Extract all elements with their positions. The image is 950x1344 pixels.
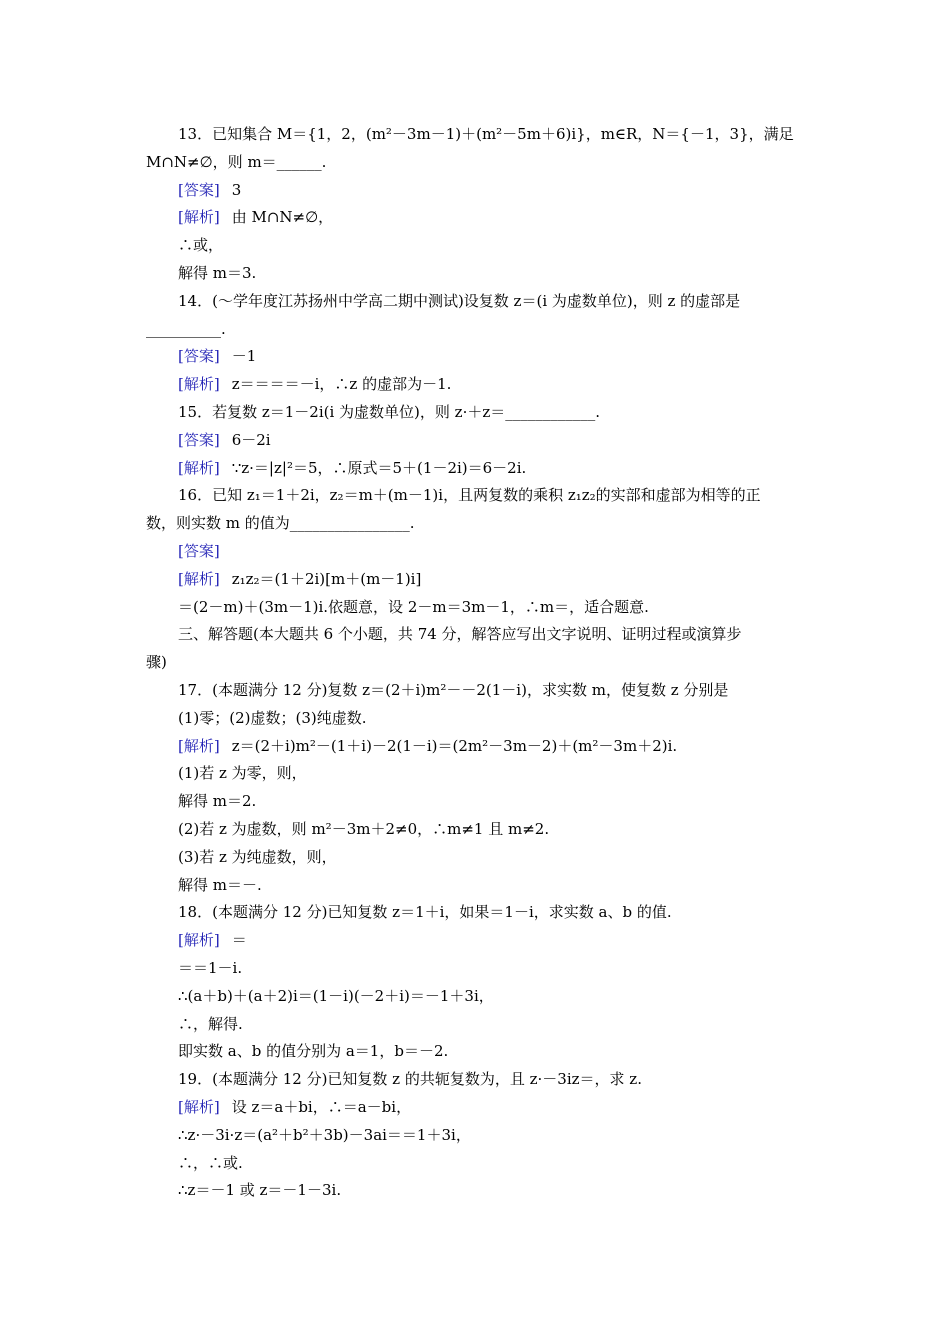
text-line [178, 402, 600, 422]
labeled-line [178, 541, 232, 561]
text-line [178, 235, 223, 255]
line-body: 数，则实数 m 的值为________________. [146, 514, 415, 532]
text-line [178, 680, 728, 700]
line-body: 13．已知集合 M＝{1，2，(m²－3m－1)＋(m²－5m＋6)i}，m∈R，N＝{－1，3}，满足 [178, 125, 794, 143]
labeled-line [178, 736, 677, 756]
analysis-label: [解析] [178, 570, 220, 588]
line-body: 三、解答题(本大题共 6 个小题，共 74 分，解答应写出文字说明、证明过程或演算步 [178, 625, 742, 643]
line-body: ＝ [231, 931, 247, 949]
text-line [146, 513, 415, 533]
labeled-line [178, 346, 256, 366]
labeled-line [178, 207, 333, 227]
line-body: －1 [231, 347, 257, 365]
text-line [178, 263, 256, 283]
text-line [178, 902, 672, 922]
line-body: ＝(2－m)＋(3m－1)i.依题意，设 2－m＝3m－1，∴m＝，适合题意. [178, 598, 649, 616]
analysis-label: [解析] [178, 375, 220, 393]
line-body: M∩N≠∅，则 m＝______. [146, 153, 327, 171]
line-body: 17．(本题满分 12 分)复数 z＝(2＋i)m²－－2(1－i)，求实数 m，使复数 z 分别是 [178, 681, 729, 699]
line-body: (3)若 z 为纯虚数，则， [178, 848, 337, 866]
answer-label: [答案] [178, 431, 220, 449]
text-line [178, 819, 549, 839]
labeled-line [178, 430, 271, 450]
text-line [146, 652, 167, 672]
labeled-line [178, 374, 451, 394]
text-line [178, 708, 367, 728]
line-body: ∵z·＝|z|²＝5，∴原式＝5＋(1－2i)＝6－2i. [231, 459, 527, 477]
line-body: 解得 m＝－. [178, 876, 262, 894]
answer-label: [答案] [178, 542, 220, 560]
line-body: 3 [231, 181, 242, 199]
text-line [178, 986, 494, 1006]
line-body: ∴(a＋b)＋(a＋2)i＝(1－i)(－2＋i)＝－1＋3i， [178, 987, 494, 1005]
line-body: 14．(～学年度江苏扬州中学高二期中测试)设复数 z＝(i 为虚数单位)，则 z 的虚部是 [178, 292, 741, 310]
labeled-line [178, 930, 247, 950]
text-line [178, 1180, 341, 1200]
text-line [178, 1069, 642, 1089]
line-body: z＝＝＝＝－i，∴z 的虚部为－1. [231, 375, 452, 393]
text-line [178, 875, 262, 895]
text-line [178, 847, 337, 867]
text-line [146, 152, 326, 172]
text-line [178, 1153, 243, 1173]
text-line [178, 1125, 471, 1145]
analysis-label: [解析] [178, 1098, 220, 1116]
labeled-line [178, 1097, 411, 1117]
line-body: ∴或， [178, 236, 224, 254]
line-body: (2)若 z 为虚数，则 m²－3m＋2≠0，∴m≠1 且 m≠2. [178, 820, 550, 838]
line-body: 设 z＝a＋bi，∴＝a－bi， [231, 1098, 412, 1116]
text-line [178, 485, 761, 505]
line-body: ∴z＝－1 或 z＝－1－3i. [178, 1181, 342, 1199]
line-body: __________. [146, 320, 226, 338]
line-body: (1)若 z 为零，则， [178, 764, 307, 782]
text-line [178, 597, 649, 617]
line-body: 6－2i [231, 431, 271, 449]
line-body: z₁z₂＝(1＋2i)[m＋(m－1)i] [231, 570, 422, 588]
line-body: 解得 m＝2. [178, 792, 257, 810]
answer-label: [答案] [178, 347, 220, 365]
line-body: (1)零；(2)虚数；(3)纯虚数. [178, 709, 367, 727]
answer-label: [答案] [178, 181, 220, 199]
line-body: 18．(本题满分 12 分)已知复数 z＝1＋i，如果＝1－i，求实数 a、b 的值. [178, 903, 672, 921]
line-body: ∴，∴或. [178, 1154, 243, 1172]
text-line [178, 1041, 448, 1061]
text-line [178, 763, 307, 783]
line-body: 解得 m＝3. [178, 264, 257, 282]
text-line [178, 958, 242, 978]
text-line [178, 791, 256, 811]
analysis-label: [解析] [178, 737, 220, 755]
analysis-label: [解析] [178, 459, 220, 477]
text-line [146, 319, 226, 339]
line-body: 16．已知 z₁＝1＋2i，z₂＝m＋(m－1)i，且两复数的乘积 z₁z₂的实部和虚部为相等的正 [178, 486, 761, 504]
analysis-label: [解析] [178, 208, 220, 226]
analysis-label: [解析] [178, 931, 220, 949]
line-body: z＝(2＋i)m²－(1＋i)－2(1－i)＝(2m²－3m－2)＋(m²－3m＋2)i. [231, 737, 678, 755]
line-body: 即实数 a、b 的值分别为 a＝1，b＝－2. [178, 1042, 449, 1060]
line-body: 19．(本题满分 12 分)已知复数 z 的共轭复数为，且 z·－3iz＝，求 z. [178, 1070, 642, 1088]
line-body: ＝＝1－i. [178, 959, 243, 977]
text-line [178, 624, 742, 644]
text-line [178, 124, 794, 144]
labeled-line [178, 458, 526, 478]
line-body: 骤) [146, 653, 167, 671]
line-body: ∴，解得. [178, 1015, 243, 1033]
text-line [178, 291, 740, 311]
text-line [178, 1014, 243, 1034]
labeled-line [178, 180, 241, 200]
line-body: ∴z·－3i·z＝(a²＋b²＋3b)－3ai＝＝1＋3i， [178, 1126, 471, 1144]
line-body: 15．若复数 z＝1－2i(i 为虚数单位)，则 z·＋z＝____________. [178, 403, 601, 421]
line-body: 由 M∩N≠∅， [231, 208, 334, 226]
labeled-line [178, 569, 421, 589]
